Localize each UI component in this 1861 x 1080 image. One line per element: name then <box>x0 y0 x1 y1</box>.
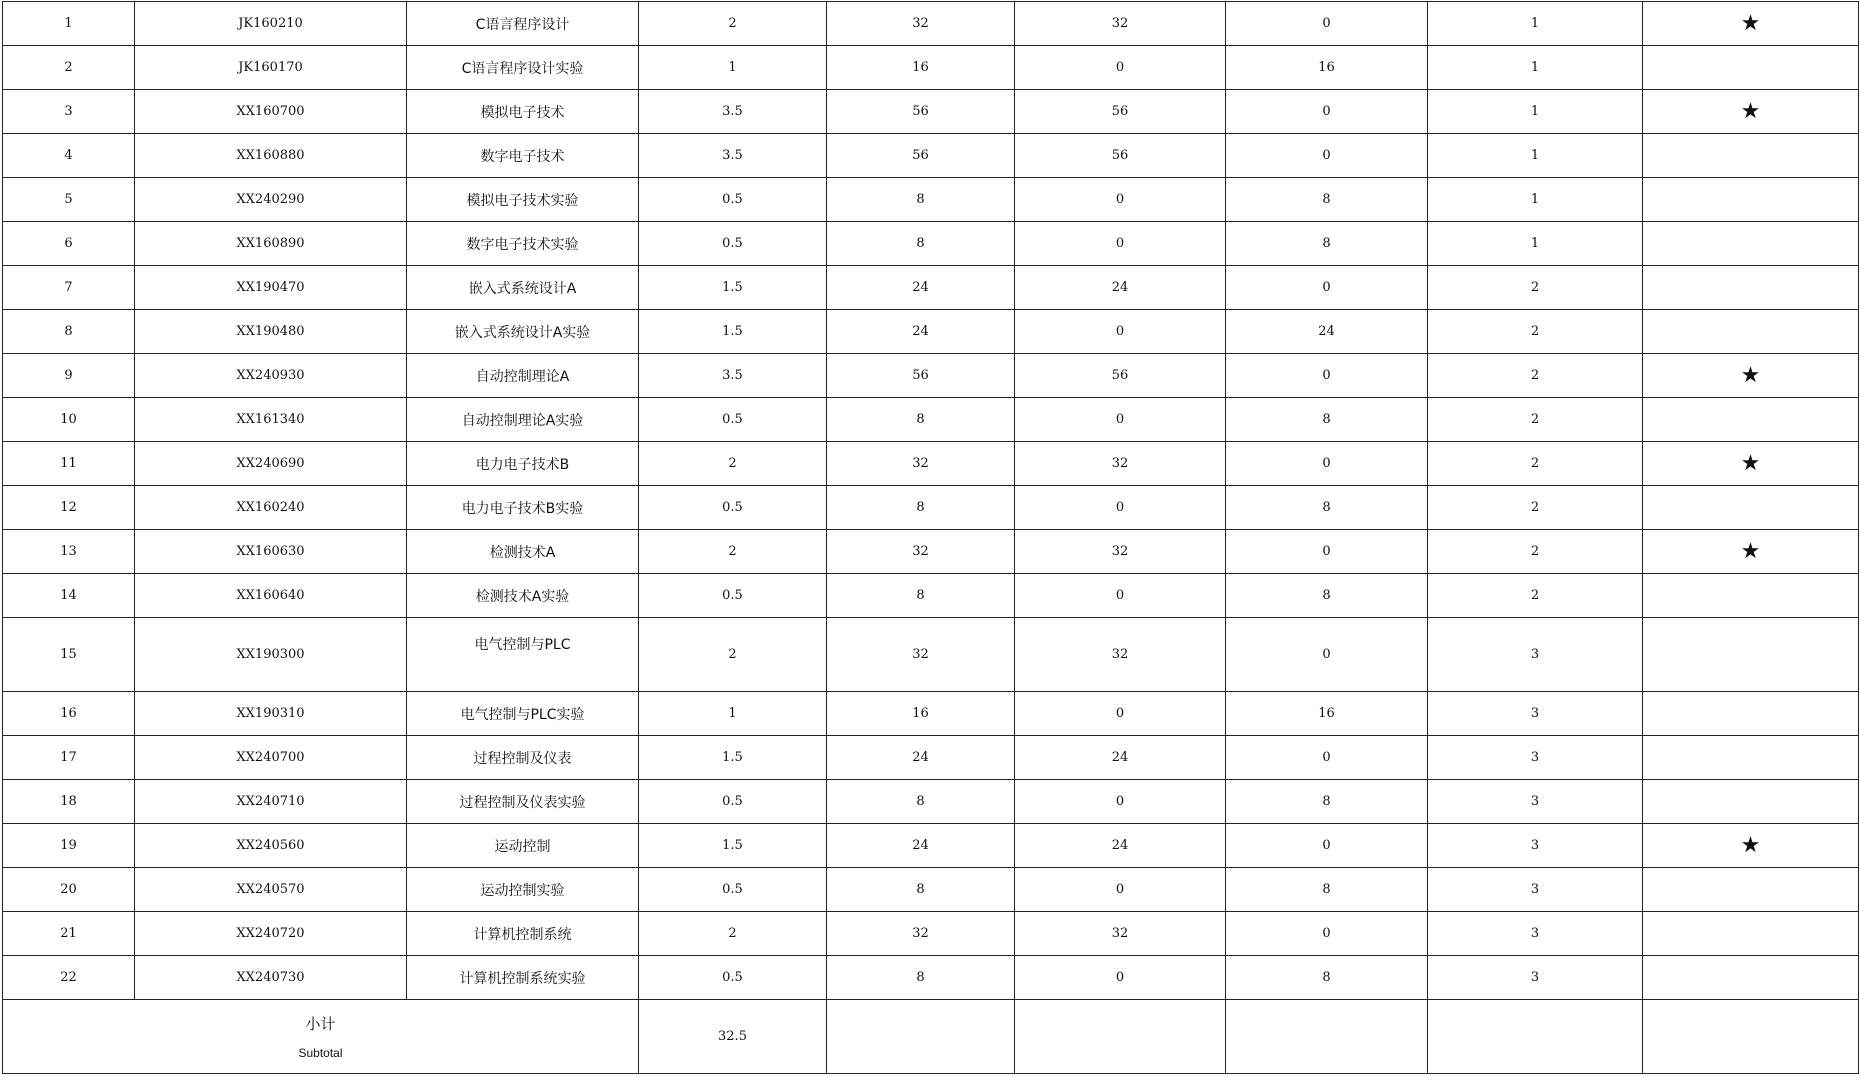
course-code-cell: JK160170 <box>135 46 407 90</box>
course-name-cell: 电气控制与PLC实验 <box>407 692 639 736</box>
course-code-cell: XX240710 <box>135 780 407 824</box>
row-number-cell: 12 <box>3 486 135 530</box>
table-row <box>3 868 1859 912</box>
credits-cell: 0.5 <box>639 956 827 1000</box>
semester-cell: 2 <box>1428 530 1643 574</box>
lab-hours-cell: 8 <box>1226 222 1428 266</box>
course-code-cell: XX160880 <box>135 134 407 178</box>
lecture-hours-cell: 0 <box>1015 574 1226 618</box>
lecture-hours-cell: 0 <box>1015 956 1226 1000</box>
table-row <box>3 354 1859 398</box>
total-hours-cell: 32 <box>827 2 1015 46</box>
semester-cell: 2 <box>1428 266 1643 310</box>
course-code-cell: JK160210 <box>135 2 407 46</box>
row-number-cell: 3 <box>3 90 135 134</box>
course-name-cell: 运动控制 <box>407 824 639 868</box>
lab-hours-cell: 0 <box>1226 90 1428 134</box>
lab-hours-cell: 0 <box>1226 442 1428 486</box>
subtotal-credits-cell: 32.5 <box>639 1000 827 1074</box>
row-number-cell: 19 <box>3 824 135 868</box>
total-hours-cell: 32 <box>827 442 1015 486</box>
lab-hours-cell: 0 <box>1226 618 1428 692</box>
core-course-cell <box>1643 354 1859 398</box>
semester-cell: 3 <box>1428 736 1643 780</box>
semester-cell: 1 <box>1428 46 1643 90</box>
row-number-cell: 20 <box>3 868 135 912</box>
course-name-cell: 电气控制与PLC <box>407 618 639 692</box>
lab-hours-cell: 8 <box>1226 868 1428 912</box>
lab-hours-cell: 8 <box>1226 956 1428 1000</box>
core-course-cell <box>1643 486 1859 530</box>
total-hours-cell: 8 <box>827 574 1015 618</box>
course-code-cell: XX240700 <box>135 736 407 780</box>
semester-cell: 2 <box>1428 354 1643 398</box>
lecture-hours-cell: 0 <box>1015 46 1226 90</box>
credits-cell: 2 <box>639 912 827 956</box>
core-course-cell <box>1643 442 1859 486</box>
semester-cell: 3 <box>1428 824 1643 868</box>
row-number-cell: 2 <box>3 46 135 90</box>
lecture-hours-cell: 32 <box>1015 442 1226 486</box>
credits-cell: 0.5 <box>639 780 827 824</box>
lecture-hours-cell: 32 <box>1015 530 1226 574</box>
lab-hours-cell: 0 <box>1226 2 1428 46</box>
course-code-cell: XX240690 <box>135 442 407 486</box>
credits-cell: 0.5 <box>639 486 827 530</box>
core-course-cell <box>1643 912 1859 956</box>
row-number-cell: 8 <box>3 310 135 354</box>
core-course-cell <box>1643 956 1859 1000</box>
semester-cell: 1 <box>1428 178 1643 222</box>
course-code-cell: XX190310 <box>135 692 407 736</box>
total-hours-cell: 8 <box>827 780 1015 824</box>
lecture-hours-cell: 0 <box>1015 222 1226 266</box>
core-course-cell <box>1643 868 1859 912</box>
total-hours-cell: 24 <box>827 736 1015 780</box>
lab-hours-cell: 0 <box>1226 824 1428 868</box>
table-body <box>3 2 1859 1074</box>
lecture-hours-cell: 56 <box>1015 354 1226 398</box>
course-name-cell: 计算机控制系统实验 <box>407 956 639 1000</box>
star-icon: ★ <box>1740 98 1761 124</box>
course-name-cell: 电力电子技术B实验 <box>407 486 639 530</box>
table-row <box>3 574 1859 618</box>
credits-cell: 1 <box>639 692 827 736</box>
course-name-cell: 电力电子技术B <box>407 442 639 486</box>
table-row <box>3 178 1859 222</box>
semester-cell: 2 <box>1428 398 1643 442</box>
lab-hours-cell: 0 <box>1226 354 1428 398</box>
course-name-cell: 检测技术A实验 <box>407 574 639 618</box>
credits-cell: 1 <box>639 46 827 90</box>
course-name-cell: 过程控制及仪表 <box>407 736 639 780</box>
total-hours-cell: 24 <box>827 310 1015 354</box>
total-hours-cell: 56 <box>827 134 1015 178</box>
lab-hours-cell: 0 <box>1226 530 1428 574</box>
credits-cell: 2 <box>639 2 827 46</box>
lab-hours-cell: 0 <box>1226 736 1428 780</box>
lab-hours-cell: 24 <box>1226 310 1428 354</box>
table-row <box>3 618 1859 692</box>
total-hours-cell: 56 <box>827 354 1015 398</box>
total-hours-cell: 32 <box>827 530 1015 574</box>
semester-cell: 3 <box>1428 618 1643 692</box>
semester-cell: 1 <box>1428 134 1643 178</box>
core-course-cell <box>1643 530 1859 574</box>
semester-cell: 3 <box>1428 780 1643 824</box>
total-hours-cell: 16 <box>827 46 1015 90</box>
course-name-cell: C语言程序设计 <box>407 2 639 46</box>
star-icon: ★ <box>1740 450 1761 476</box>
core-course-cell <box>1643 266 1859 310</box>
core-course-cell <box>1643 574 1859 618</box>
table-row <box>3 2 1859 46</box>
lab-hours-cell: 8 <box>1226 486 1428 530</box>
credits-cell: 1.5 <box>639 824 827 868</box>
row-number-cell: 1 <box>3 2 135 46</box>
course-name-cell: 嵌入式系统设计A <box>407 266 639 310</box>
credits-cell: 3.5 <box>639 90 827 134</box>
course-code-cell: XX160700 <box>135 90 407 134</box>
core-course-cell <box>1643 222 1859 266</box>
lab-hours-cell: 0 <box>1226 266 1428 310</box>
course-code-cell: XX160630 <box>135 530 407 574</box>
course-code-cell: XX240730 <box>135 956 407 1000</box>
lecture-hours-cell: 0 <box>1015 398 1226 442</box>
lecture-hours-cell: 32 <box>1015 2 1226 46</box>
total-hours-cell: 8 <box>827 956 1015 1000</box>
credits-cell: 2 <box>639 442 827 486</box>
lecture-hours-cell: 24 <box>1015 824 1226 868</box>
lecture-hours-cell: 0 <box>1015 310 1226 354</box>
credits-cell: 0.5 <box>639 398 827 442</box>
table-row <box>3 266 1859 310</box>
course-code-cell: XX240930 <box>135 354 407 398</box>
course-name-cell: 模拟电子技术实验 <box>407 178 639 222</box>
core-course-cell <box>1643 310 1859 354</box>
subtotal-label-cn: 小计 <box>305 1015 336 1033</box>
course-code-cell: XX190300 <box>135 618 407 692</box>
core-course-cell <box>1643 618 1859 692</box>
core-course-cell <box>1643 398 1859 442</box>
subtotal-empty-cell <box>1643 1000 1859 1074</box>
total-hours-cell: 8 <box>827 486 1015 530</box>
core-course-cell <box>1643 780 1859 824</box>
row-number-cell: 16 <box>3 692 135 736</box>
row-number-cell: 21 <box>3 912 135 956</box>
lecture-hours-cell: 0 <box>1015 780 1226 824</box>
semester-cell: 3 <box>1428 956 1643 1000</box>
credits-cell: 3.5 <box>639 354 827 398</box>
semester-cell: 3 <box>1428 692 1643 736</box>
row-number-cell: 7 <box>3 266 135 310</box>
subtotal-empty-cell <box>1428 1000 1643 1074</box>
star-icon: ★ <box>1740 10 1761 36</box>
lab-hours-cell: 8 <box>1226 178 1428 222</box>
semester-cell: 2 <box>1428 574 1643 618</box>
semester-cell: 3 <box>1428 868 1643 912</box>
course-code-cell: XX240560 <box>135 824 407 868</box>
table-row <box>3 486 1859 530</box>
semester-cell: 1 <box>1428 90 1643 134</box>
semester-cell: 3 <box>1428 912 1643 956</box>
semester-cell: 1 <box>1428 2 1643 46</box>
table-row <box>3 780 1859 824</box>
core-course-cell <box>1643 134 1859 178</box>
row-number-cell: 11 <box>3 442 135 486</box>
course-name-cell: 模拟电子技术 <box>407 90 639 134</box>
credits-cell: 0.5 <box>639 574 827 618</box>
lecture-hours-cell: 56 <box>1015 90 1226 134</box>
lecture-hours-cell: 0 <box>1015 692 1226 736</box>
course-code-cell: XX160890 <box>135 222 407 266</box>
table-row <box>3 912 1859 956</box>
table-row <box>3 222 1859 266</box>
credits-cell: 2 <box>639 618 827 692</box>
course-name-cell: C语言程序设计实验 <box>407 46 639 90</box>
course-code-cell: XX190470 <box>135 266 407 310</box>
table-row <box>3 956 1859 1000</box>
row-number-cell: 13 <box>3 530 135 574</box>
subtotal-empty-cell <box>1226 1000 1428 1074</box>
course-name-cell: 运动控制实验 <box>407 868 639 912</box>
star-icon: ★ <box>1740 538 1761 564</box>
total-hours-cell: 16 <box>827 692 1015 736</box>
lab-hours-cell: 16 <box>1226 46 1428 90</box>
credits-cell: 0.5 <box>639 222 827 266</box>
total-hours-cell: 8 <box>827 178 1015 222</box>
table-row <box>3 134 1859 178</box>
lecture-hours-cell: 32 <box>1015 912 1226 956</box>
lab-hours-cell: 8 <box>1226 398 1428 442</box>
table-row <box>3 46 1859 90</box>
course-code-cell: XX240570 <box>135 868 407 912</box>
semester-cell: 2 <box>1428 310 1643 354</box>
subtotal-row <box>3 1000 1859 1074</box>
core-course-cell <box>1643 824 1859 868</box>
course-code-cell: XX240720 <box>135 912 407 956</box>
row-number-cell: 18 <box>3 780 135 824</box>
core-course-cell <box>1643 736 1859 780</box>
course-name-cell: 检测技术A <box>407 530 639 574</box>
lecture-hours-cell: 0 <box>1015 178 1226 222</box>
course-code-cell: XX240290 <box>135 178 407 222</box>
lecture-hours-cell: 32 <box>1015 618 1226 692</box>
row-number-cell: 17 <box>3 736 135 780</box>
credits-cell: 0.5 <box>639 178 827 222</box>
course-name-cell: 计算机控制系统 <box>407 912 639 956</box>
course-code-cell: XX160240 <box>135 486 407 530</box>
credits-cell: 1.5 <box>639 310 827 354</box>
lab-hours-cell: 0 <box>1226 134 1428 178</box>
lab-hours-cell: 0 <box>1226 912 1428 956</box>
total-hours-cell: 8 <box>827 398 1015 442</box>
core-course-cell <box>1643 90 1859 134</box>
row-number-cell: 4 <box>3 134 135 178</box>
course-name-cell: 自动控制理论A实验 <box>407 398 639 442</box>
subtotal-empty-cell <box>1015 1000 1226 1074</box>
core-course-cell <box>1643 692 1859 736</box>
star-icon: ★ <box>1740 832 1761 858</box>
total-hours-cell: 24 <box>827 824 1015 868</box>
total-hours-cell: 8 <box>827 868 1015 912</box>
core-course-cell <box>1643 46 1859 90</box>
course-name-cell: 数字电子技术 <box>407 134 639 178</box>
course-table <box>2 1 1859 1074</box>
course-name-cell: 嵌入式系统设计A实验 <box>407 310 639 354</box>
subtotal-label-cell <box>3 1000 639 1074</box>
core-course-cell <box>1643 2 1859 46</box>
table-row <box>3 398 1859 442</box>
lecture-hours-cell: 24 <box>1015 736 1226 780</box>
table-row <box>3 824 1859 868</box>
lecture-hours-cell: 56 <box>1015 134 1226 178</box>
row-number-cell: 14 <box>3 574 135 618</box>
lecture-hours-cell: 0 <box>1015 486 1226 530</box>
course-name-cell: 自动控制理论A <box>407 354 639 398</box>
lab-hours-cell: 8 <box>1226 780 1428 824</box>
subtotal-empty-cell <box>827 1000 1015 1074</box>
core-course-cell <box>1643 178 1859 222</box>
course-name-cell: 过程控制及仪表实验 <box>407 780 639 824</box>
table-row <box>3 736 1859 780</box>
lab-hours-cell: 8 <box>1226 574 1428 618</box>
row-number-cell: 22 <box>3 956 135 1000</box>
table-row <box>3 90 1859 134</box>
table-row <box>3 530 1859 574</box>
course-code-cell: XX190480 <box>135 310 407 354</box>
lecture-hours-cell: 0 <box>1015 868 1226 912</box>
semester-cell: 2 <box>1428 442 1643 486</box>
semester-cell: 1 <box>1428 222 1643 266</box>
credits-cell: 0.5 <box>639 868 827 912</box>
lecture-hours-cell: 24 <box>1015 266 1226 310</box>
row-number-cell: 5 <box>3 178 135 222</box>
row-number-cell: 6 <box>3 222 135 266</box>
total-hours-cell: 56 <box>827 90 1015 134</box>
total-hours-cell: 8 <box>827 222 1015 266</box>
semester-cell: 2 <box>1428 486 1643 530</box>
total-hours-cell: 24 <box>827 266 1015 310</box>
row-number-cell: 9 <box>3 354 135 398</box>
total-hours-cell: 32 <box>827 912 1015 956</box>
total-hours-cell: 32 <box>827 618 1015 692</box>
row-number-cell: 15 <box>3 618 135 692</box>
row-number-cell: 10 <box>3 398 135 442</box>
credits-cell: 1.5 <box>639 736 827 780</box>
course-code-cell: XX161340 <box>135 398 407 442</box>
credits-cell: 3.5 <box>639 134 827 178</box>
credits-cell: 2 <box>639 530 827 574</box>
table-row <box>3 310 1859 354</box>
table-row <box>3 442 1859 486</box>
course-name-cell: 数字电子技术实验 <box>407 222 639 266</box>
lab-hours-cell: 16 <box>1226 692 1428 736</box>
table-row <box>3 692 1859 736</box>
star-icon: ★ <box>1740 362 1761 388</box>
subtotal-label-en: Subtotal <box>298 1046 343 1060</box>
course-code-cell: XX160640 <box>135 574 407 618</box>
credits-cell: 1.5 <box>639 266 827 310</box>
